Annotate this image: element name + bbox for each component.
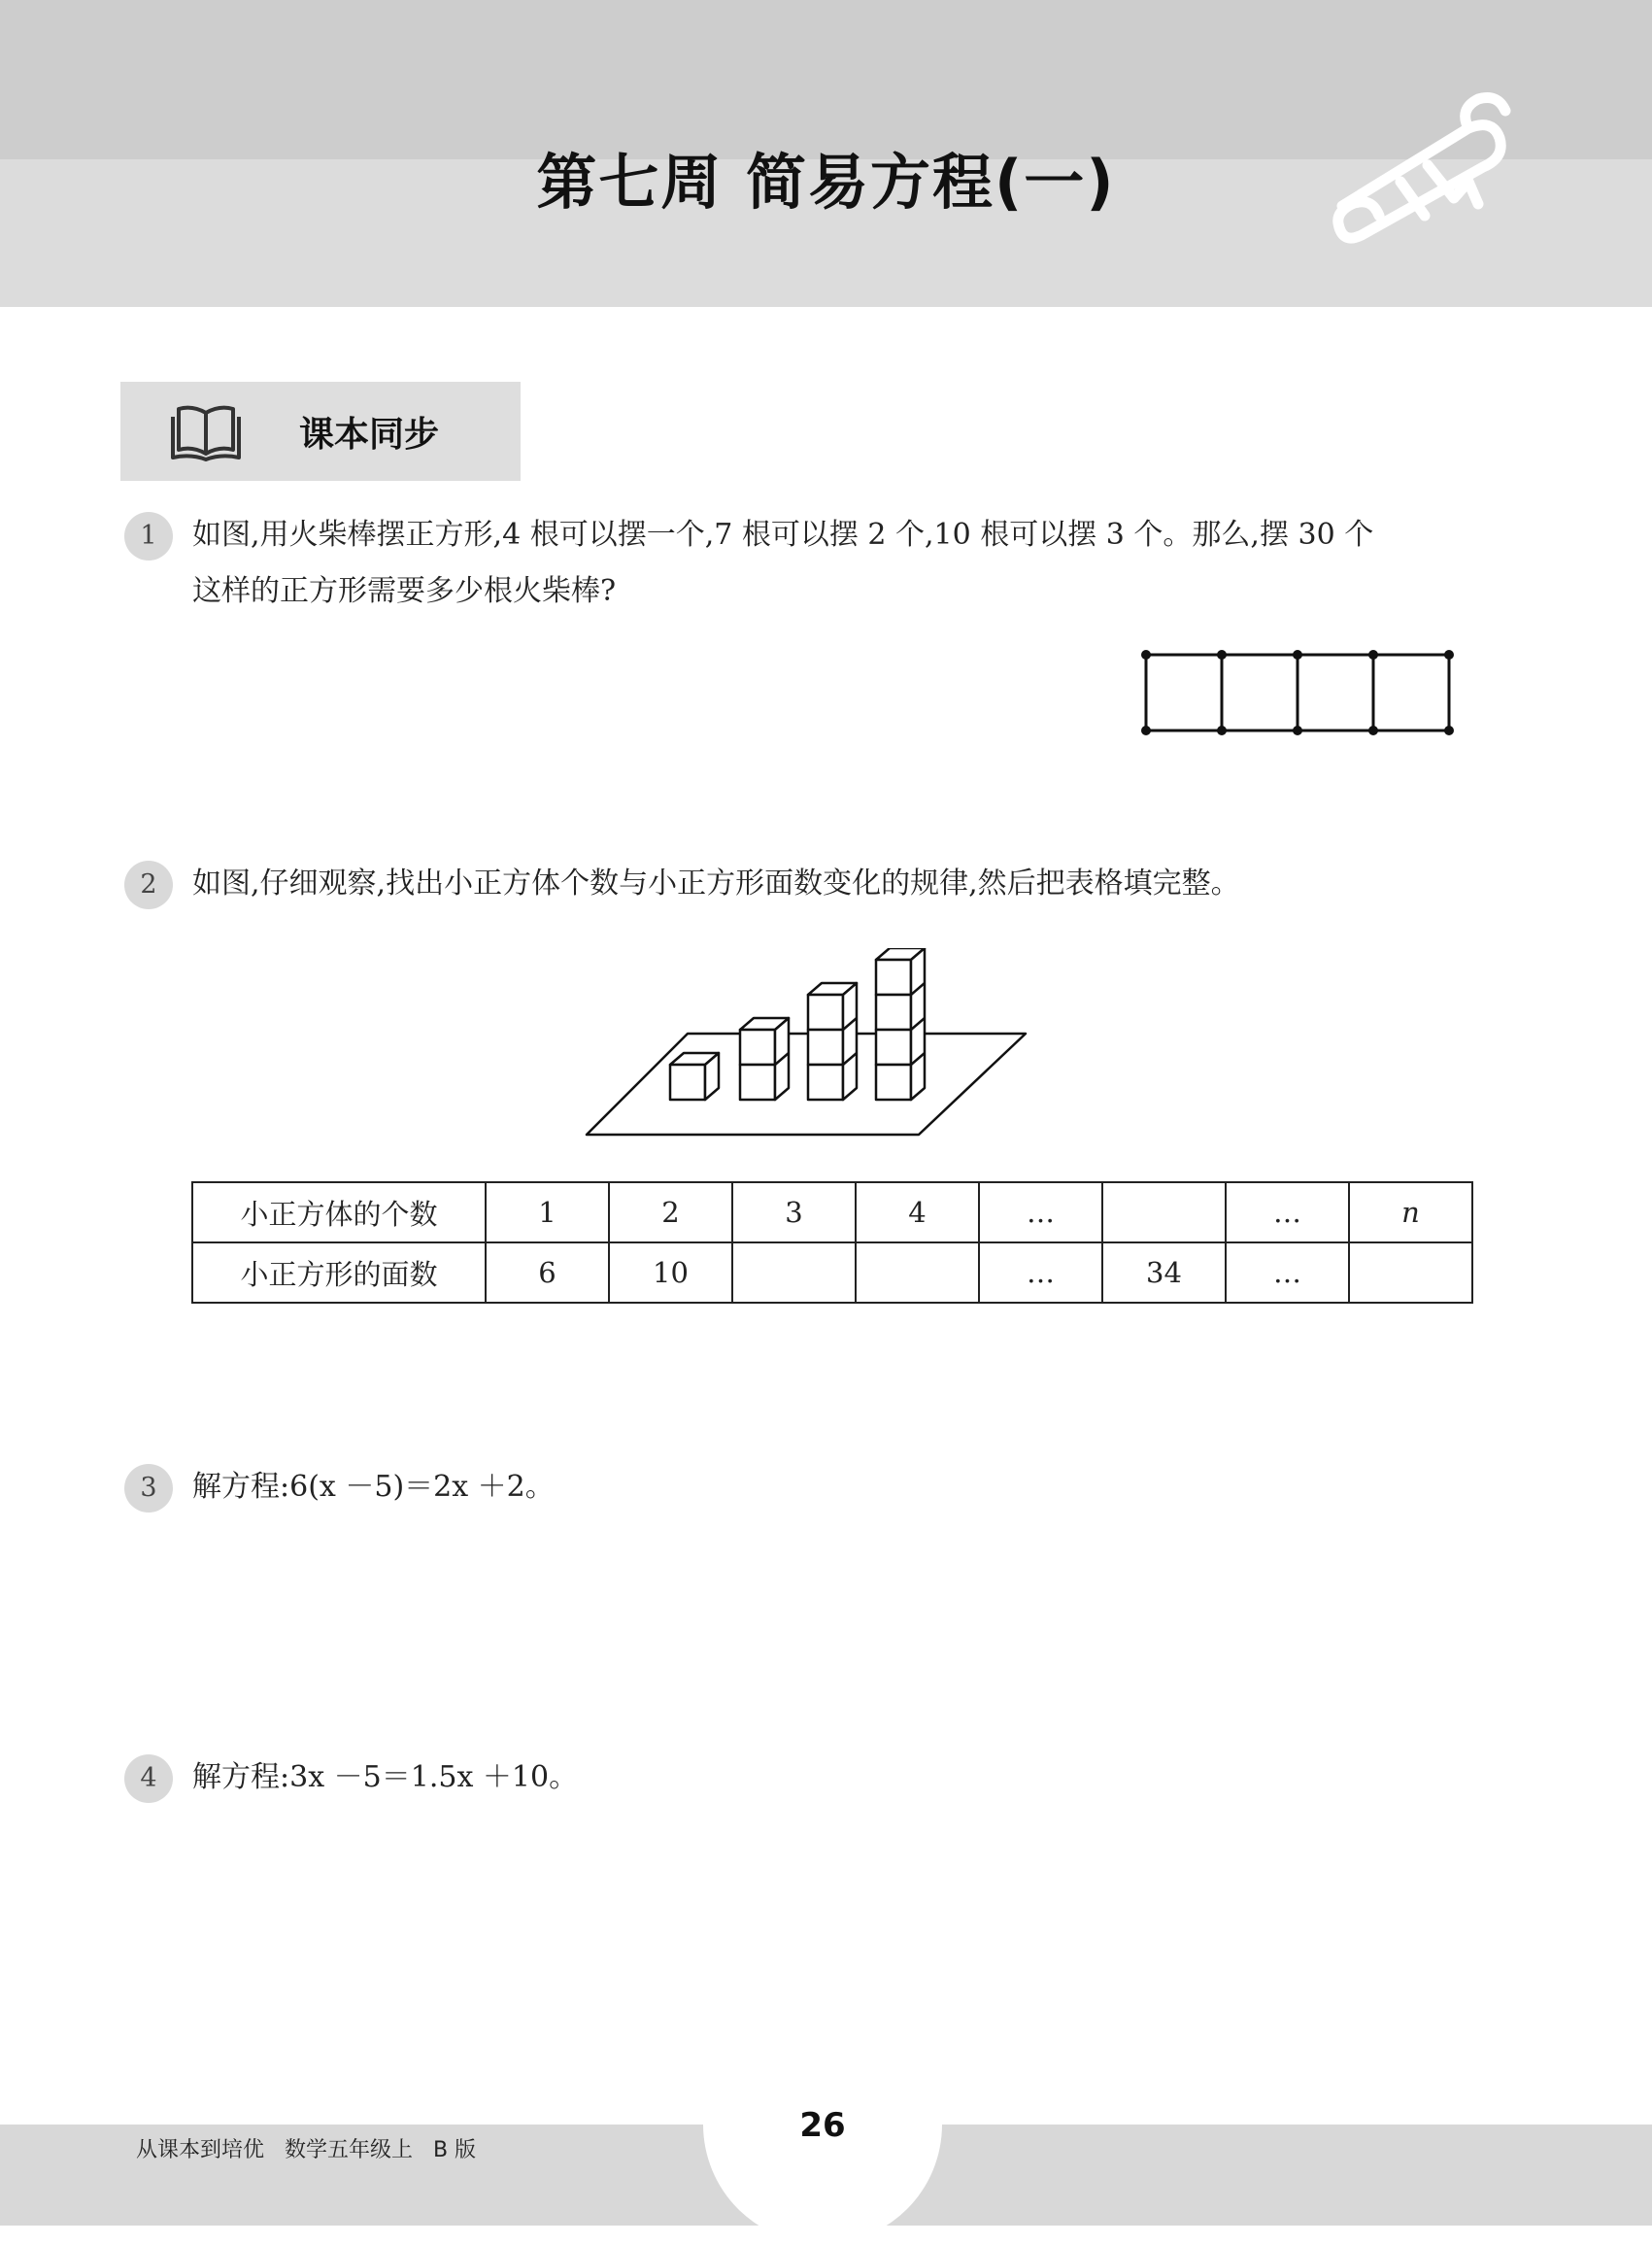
row-header: 小正方体的个数	[192, 1182, 486, 1242]
question-1-text	[192, 507, 1373, 620]
table-cell: 6	[486, 1242, 609, 1303]
question-4-text	[192, 1750, 578, 1806]
table-cell: …	[1226, 1242, 1349, 1303]
question-1-line-1: 如图,用火柴棒摆正方形,4 根可以摆一个,7 根可以摆 2 个,10 根可以摆 3 个。那么,摆 30 个	[192, 518, 1374, 552]
table-row	[192, 1182, 1472, 1242]
table-cell-blank[interactable]	[1349, 1242, 1472, 1303]
page-title: 第七周 简易方程(一)	[536, 147, 1116, 218]
cube-face-table	[191, 1181, 1473, 1304]
table-row	[192, 1242, 1472, 1303]
table-cell-blank[interactable]	[732, 1242, 856, 1303]
question-number-badge: 3	[124, 1464, 173, 1513]
table-cell-blank[interactable]	[1102, 1182, 1226, 1242]
section-tag	[120, 382, 521, 481]
table-cell: …	[979, 1182, 1102, 1242]
question-1-line-2: 这样的正方形需要多少根火柴棒?	[192, 574, 617, 608]
table-cell: 1	[486, 1182, 609, 1242]
section-label: 课本同步	[299, 415, 440, 455]
table-cell: 2	[609, 1182, 732, 1242]
table-cell: n	[1349, 1182, 1472, 1242]
row-header: 小正方形的面数	[192, 1242, 486, 1303]
question-4-line-1: 解方程:3x －5＝1.5x ＋10。	[192, 1760, 579, 1794]
matchstick-squares-figure	[1136, 645, 1455, 742]
page-number: 26	[799, 2106, 846, 2145]
open-book-icon	[169, 401, 243, 463]
question-2-line-1: 如图,仔细观察,找出小正方体个数与小正方形面数变化的规律,然后把表格填完整。	[192, 867, 1240, 901]
scroll-icon	[1332, 89, 1517, 245]
table-cell-blank[interactable]	[856, 1242, 979, 1303]
footer-book-title: 从课本到培优 数学五年级上 B 版	[136, 2138, 477, 2162]
cube-stacks-figure	[581, 948, 1028, 1140]
question-number-badge: 2	[124, 861, 173, 909]
table-cell: 3	[732, 1182, 856, 1242]
question-number-badge: 1	[124, 512, 173, 561]
table-cell: 4	[856, 1182, 979, 1242]
question-2-text	[192, 856, 1240, 912]
table-cell: …	[979, 1242, 1102, 1303]
table-cell: 10	[609, 1242, 732, 1303]
question-3-text	[192, 1459, 555, 1515]
question-number-badge: 4	[124, 1754, 173, 1803]
table-cell: 34	[1102, 1242, 1226, 1303]
table-cell: …	[1226, 1182, 1349, 1242]
question-3-line-1: 解方程:6(x －5)＝2x ＋2。	[192, 1470, 555, 1504]
